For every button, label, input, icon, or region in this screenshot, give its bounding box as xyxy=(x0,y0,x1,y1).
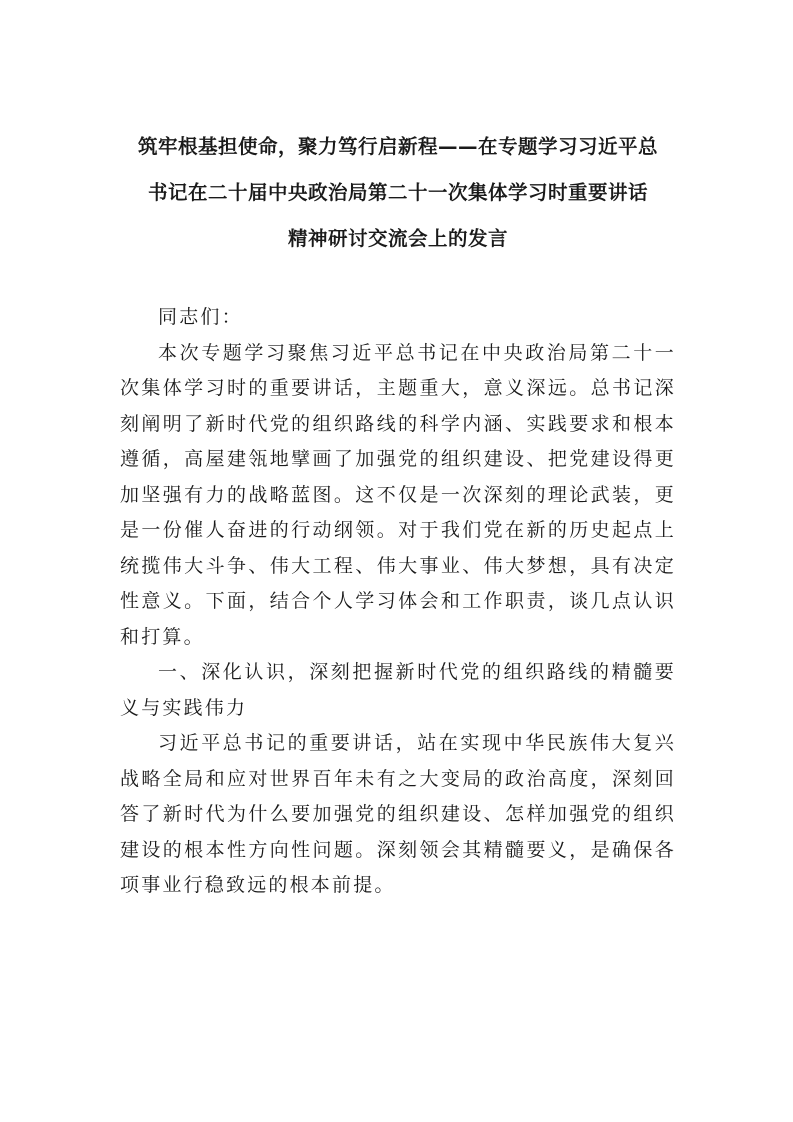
document-page xyxy=(120,124,676,904)
title-line: 书记在二十届中央政治局第二十一次集体学习时重要讲话 xyxy=(147,181,648,204)
document-title xyxy=(120,124,676,262)
paragraph: 本次专题学习聚焦习近平总书记在中央政治局第二十一次集体学习时的重要讲话，主题重大，意义深远。总书记深刻阐明了新时代党的组织路线的科学内涵、实践要求和根本遵循，高屋建瓴地擘画了加强党的组织建设、把党建设得更加坚强有力的战略蓝图。这不仅是一次深刻的理论武装，更是一份催人奋进的行动纲领。对于我们党在新的历史起点上统揽伟大斗争、伟大工程、伟大事业、伟大梦想，具有决定性意义。下面，结合个人学习体会和工作职责，谈几点认识和打算。 xyxy=(120,341,676,648)
title-line: 精神研讨交流会上的发言 xyxy=(287,227,508,250)
title-line: 筑牢根基担使命，聚力笃行启新程——在专题学习习近平总 xyxy=(137,135,658,158)
section-heading: 一、深化认识，深刻把握新时代党的组织路线的精髓要义与实践伟力 xyxy=(120,661,676,719)
paragraph: 习近平总书记的重要讲话，站在实现中华民族伟大复兴战略全局和应对世界百年未有之大变局的政治高度，深刻回答了新时代为什么要加强党的组织建设、怎样加强党的组织建设的根本性方向性问题。深刻领会其精髓要义，是确保各项事业行稳致远的根本前提。 xyxy=(120,732,676,896)
salutation: 同志们： xyxy=(158,306,243,328)
document-body xyxy=(120,300,676,904)
